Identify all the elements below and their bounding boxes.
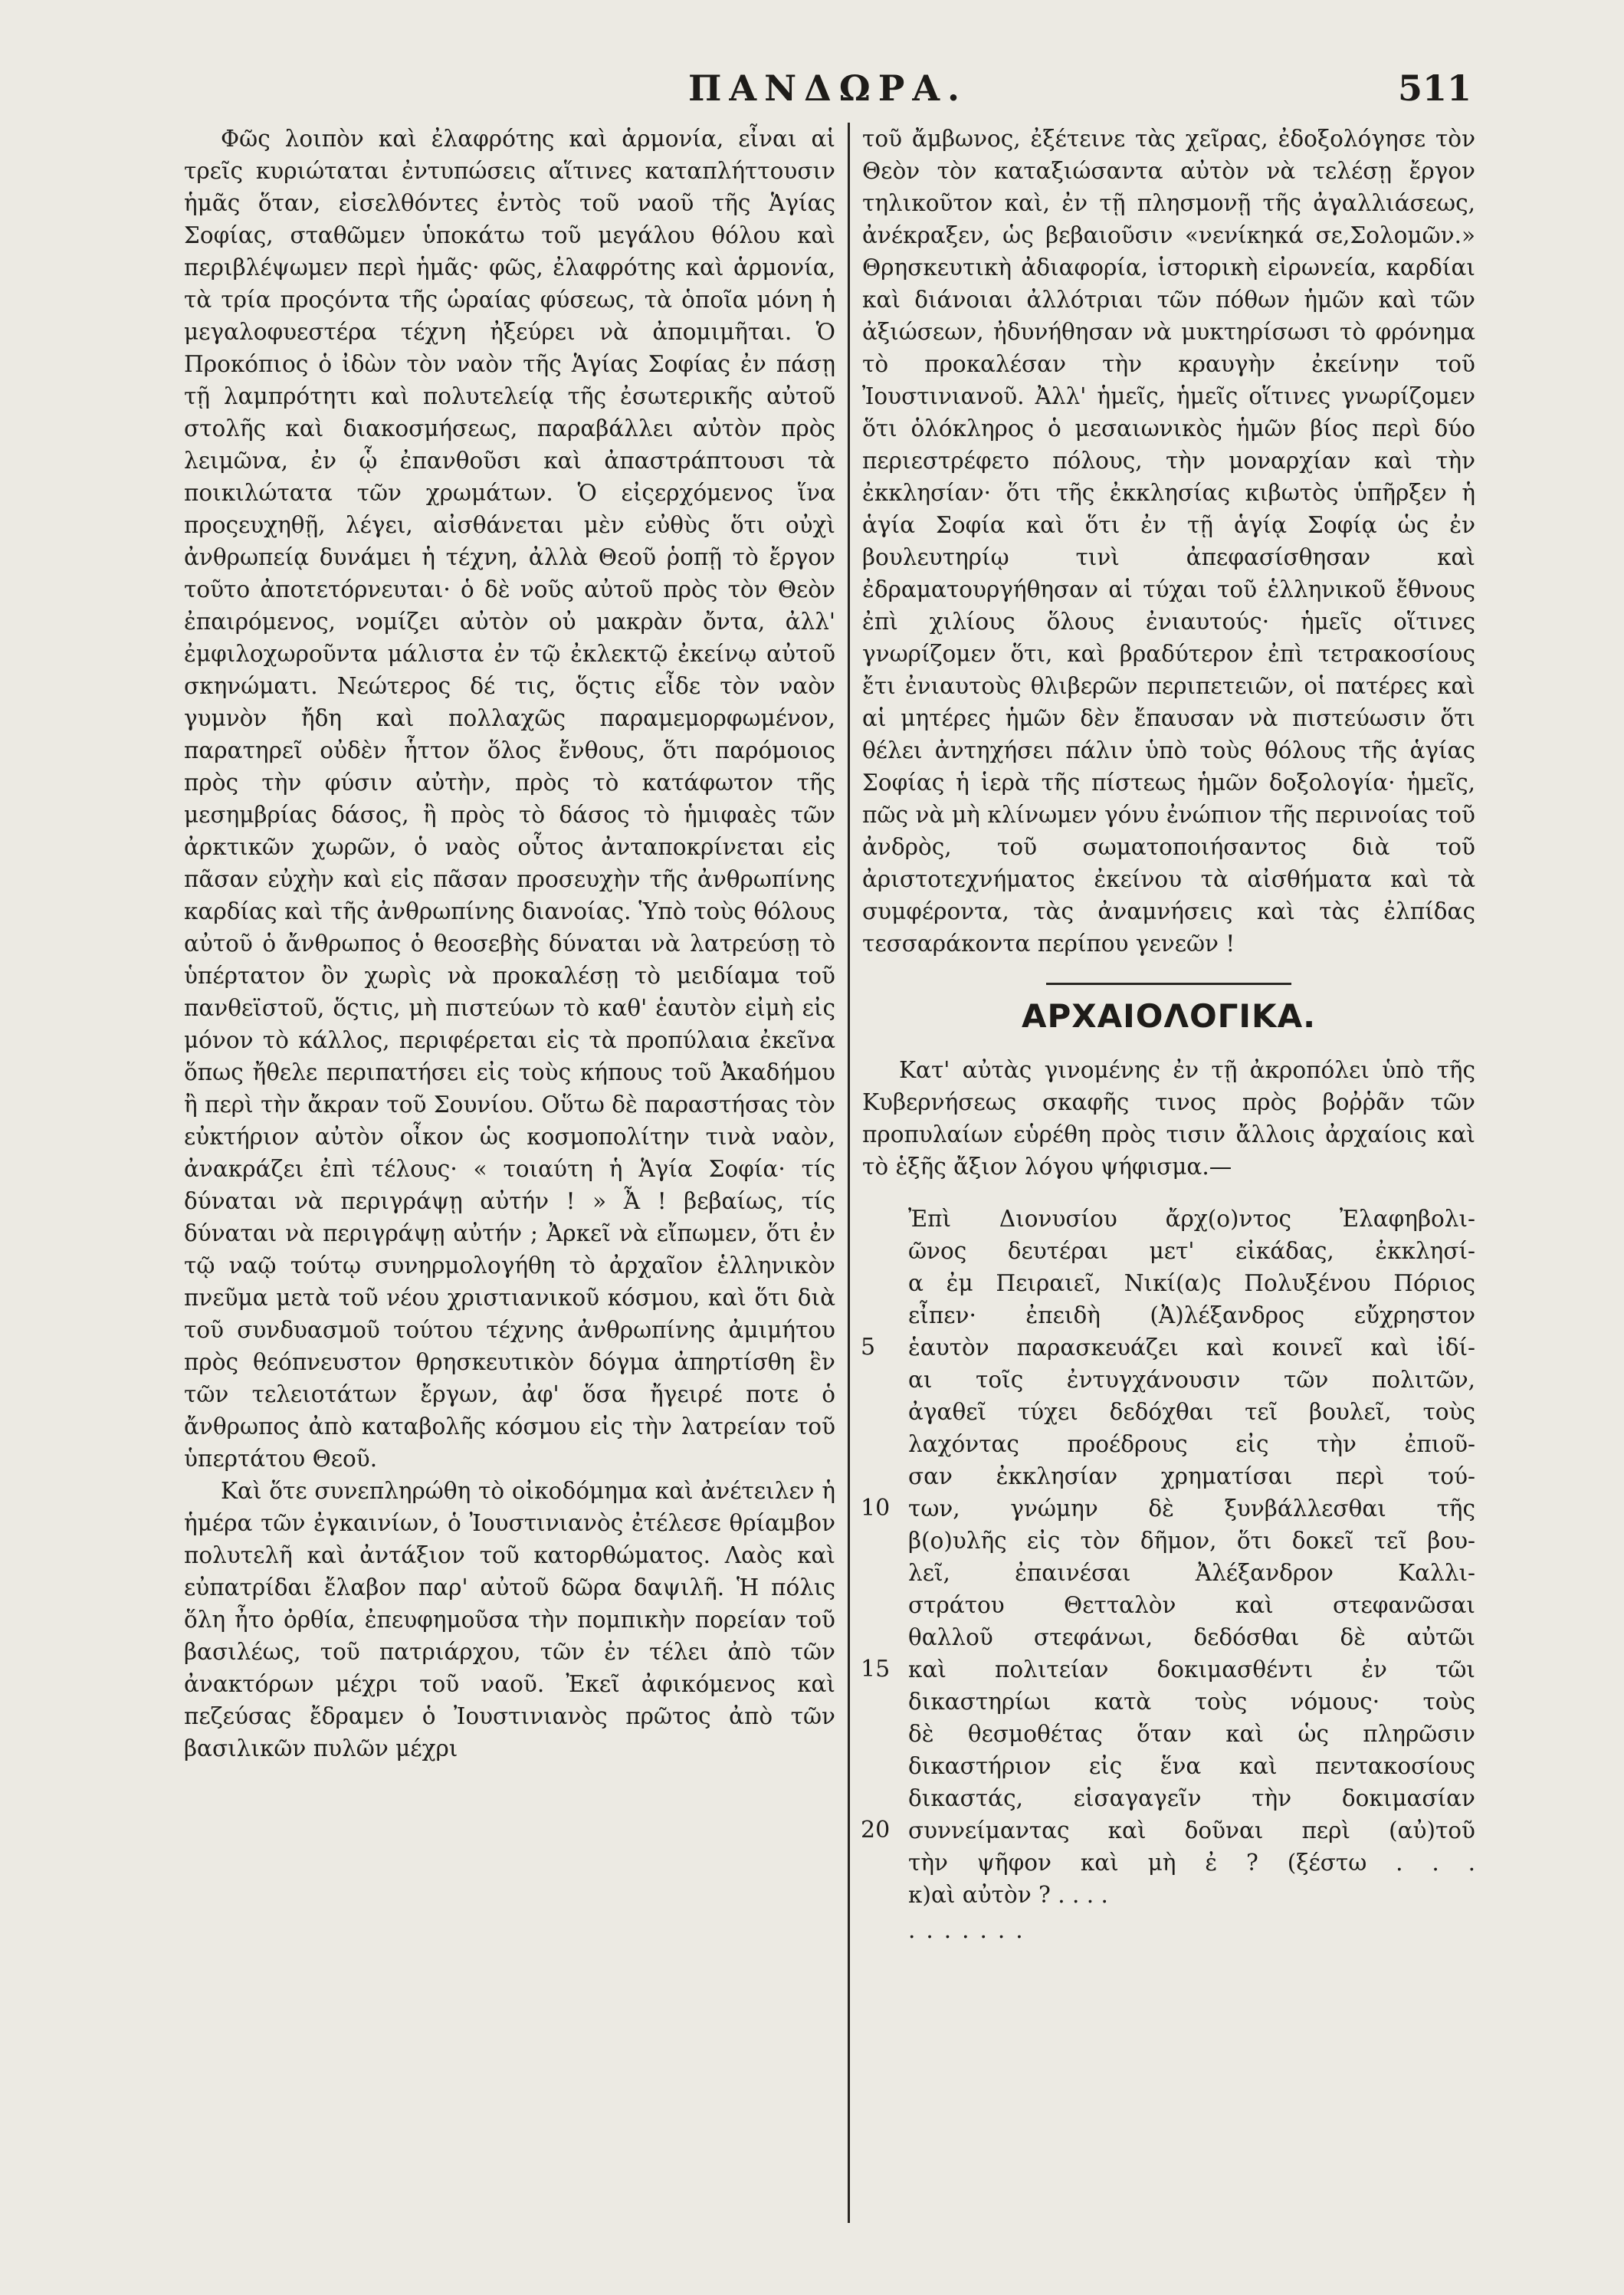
- inscription-line-text: κ)αὶ αὐτὸν ? . . . .: [908, 1882, 1108, 1908]
- inscription-line-text: δικαστηρίωι κατὰ τοὺς νόμους· τοὺς: [908, 1689, 1475, 1715]
- inscription-line: [908, 1847, 1475, 1879]
- inscription-line-text: εἶπεν· ἐπειδὴ (Ἀ)λέξανδρος εὔχρηστον: [908, 1302, 1475, 1328]
- inscription-trailing-dots: .......: [908, 1917, 1034, 1943]
- article-paragraph-continued: τοῦ ἄμβωνος, ἐξέτεινε τὰς χεῖρας, ἐδοξολόγησε τὸν Θεὸν τὸν καταξιώσαντα αὐτὸν νὰ τελέσῃ ἔργον τηλικοῦτον καὶ, ἐν τῇ πλησμονῇ τῆς ἀγαλλιάσεως, ἀνέκραξεν, ὡς βεβαιοῦσιν «νενίκηκά σε,Σολομῶν.» Θρησκευτικὴ ἀδιαφορία, ἱστορικὴ εἰρωνεία, καρδίαι καὶ διάνοιαι ἀλλότριαι τῶν πόθων ἡμῶν καὶ τῶν ἀξιώσεων, ἠδυνήθησαν νὰ μυκτηρίσωσι τὸ φρόνημα τὸ προκαλέσαν τὴν κραυγὴν ἐκείνην τοῦ Ἰουστινιανοῦ. Ἀλλ' ἡμεῖς, ἡμεῖς οἵτινες γνωρίζομεν ὅτι ὁλόκληρος ὁ μεσαιωνικὸς ἡμῶν βίος περὶ δύο περιεστρέφετο πόλους, τὴν μοναρχίαν καὶ τὴν ἐκκλησίαν· ὅτι τῆς ἐκκλησίας κιβωτὸς ὑπῆρξεν ἡ ἁγία Σοφία καὶ ὅτι ἐν τῇ ἁγίᾳ Σοφίᾳ ὡς ἐν βουλευτηρίῳ τινὶ ἀπεφασίσθησαν καὶ ἐδραματουργήθησαν αἱ τύχαι τοῦ ἑλληνικοῦ ἔθνους ἐπὶ χιλίους ὅλους ἐνιαυτούς· ἡμεῖς οἵτινες γνωρίζομεν ὅτι, καὶ βραδύτερον ἐπὶ τετρακοσίους ἔτι ἐνιαυτοὺς θλιβερῶν περιπετειῶν, οἱ πατέρες καὶ αἱ μητέρες ἡμῶν δὲν ἔπαυσαν νὰ πιστεύωσιν ὅτι θέλει ἀντηχήσει πάλιν ὑπὸ τοὺς θόλους τῆς ἁγίας Σοφίας ἡ ἱερὰ τῆς πίστεως ἡμῶν δοξολογία· ἡμεῖς, πῶς νὰ μὴ κλίνωμεν γόνυ ἐνώπιον τῆς περινοίας τοῦ ἀνδρὸς, τοῦ σωματοποιήσαντος διὰ τοῦ ἀριστοτεχνήματος ἐκείνου τὰ αἰσθήματα καὶ τὰ συμφέροντα, τὰς ἀναμνήσεις καὶ τὰς ἐλπίδας τεσσαράκοντα περίπου γενεῶν !: [862, 126, 1475, 957]
- inscription-line: [908, 1525, 1475, 1557]
- line-number: 5: [861, 1334, 876, 1361]
- inscription-line: [861, 1653, 1475, 1686]
- inscription-text: [862, 1203, 1475, 1911]
- inscription-line: [908, 1396, 1475, 1428]
- left-column: [184, 123, 835, 1765]
- inscription-line: [908, 1428, 1475, 1460]
- inscription-line-text: β(ο)υλῆς εἰς τὸν δῆμον, ὅτι δοκεῖ τεῖ βου-: [908, 1528, 1475, 1554]
- inscription-line: [908, 1686, 1475, 1718]
- inscription-line-text: στράτου Θετταλὸν καὶ στεφανῶσαι: [908, 1592, 1475, 1618]
- inscription-line: [908, 1235, 1475, 1267]
- inscription-line-text: καὶ πολιτείαν δοκιμασθέντι ἐν τῶι: [908, 1656, 1475, 1683]
- inscription-line-text: ῶνος δευτέραι μετ' εἰκάδας, ἐκκλησί-: [908, 1238, 1475, 1264]
- line-number: 15: [861, 1656, 891, 1683]
- inscription-line-text: συννείμαντας καὶ δοῦναι περὶ (αὐ)τοῦ: [908, 1817, 1475, 1844]
- inscription-line-text: τὴν ψῆφον καὶ μὴ ἐ ? (ξέστω . . .: [908, 1850, 1475, 1876]
- page-header: [184, 67, 1471, 113]
- right-column: [862, 123, 1475, 1946]
- inscription-line: [908, 1879, 1475, 1911]
- inscription-line-text: ἑαυτὸν παρασκευάζει καὶ κοινεῖ καὶ ἰδί-: [908, 1335, 1475, 1361]
- inscription-line-text: α ἐμ Πειραιεῖ, Νικί(α)ς Πολυξένου Πόριος: [908, 1270, 1475, 1296]
- inscription-line: [908, 1364, 1475, 1396]
- inscription-line-text: σαν ἐκκλησίαν χρηματίσαι περὶ τού-: [908, 1463, 1475, 1489]
- inscription-line-text: θαλλοῦ στεφάνωι, δεδόσθαι δὲ αὐτῶι: [908, 1624, 1475, 1650]
- line-number: 20: [861, 1817, 891, 1844]
- inscription-line: [908, 1782, 1475, 1814]
- inscription-line-text: δικαστήριον εἰς ἕνα καὶ πεντακοσίους: [908, 1753, 1475, 1779]
- section-intro: Κατ' αὐτὰς γινομένης ἐν τῇ ἀκροπόλει ὑπὸ τῆς Κυβερνήσεως σκαφῆς τινος πρὸς βοῤῥᾶν τῶν προπυλαίων εὑρέθη πρὸς τισιν ἄλλοις ἀρχαίοις καὶ τὸ ἑξῆς ἄξιον λόγου ψήφισμα.—: [862, 1057, 1475, 1180]
- inscription-line-text: δικαστάς, εἰσαγαγεῖν τὴν δοκιμασίαν: [908, 1785, 1475, 1811]
- inscription-line-text: Ἐπὶ Διονυσίου ἄρχ(ο)ντος Ἐλαφηβολι-: [908, 1206, 1475, 1232]
- column-divider: [848, 123, 850, 2223]
- inscription-line: [908, 1299, 1475, 1331]
- section-rule: [1046, 983, 1291, 985]
- inscription-line: [861, 1814, 1475, 1847]
- journal-title: ΠΑΝΔΩΡΑ.: [687, 67, 968, 109]
- inscription-line-text: ἀγαθεῖ τύχει δεδόχθαι τεῖ βουλεῖ, τοὺς: [908, 1399, 1475, 1425]
- inscription-line: [908, 1718, 1475, 1750]
- inscription-line: [908, 1460, 1475, 1492]
- inscription-line: [908, 1589, 1475, 1621]
- inscription-line-text: των, γνώμην δὲ ξυνβάλλεσθαι τῆς: [908, 1496, 1475, 1522]
- inscription-line: [861, 1331, 1475, 1364]
- line-number: 10: [861, 1495, 891, 1522]
- inscription-line: [908, 1203, 1475, 1235]
- section-title: ΑΡΧΑΙΟΛΟΓΙΚΑ.: [1021, 997, 1317, 1035]
- inscription-line: [861, 1492, 1475, 1525]
- inscription-line: [908, 1557, 1475, 1589]
- inscription-line: [908, 1750, 1475, 1782]
- inscription-line-text: δὲ θεσμοθέτας ὅταν καὶ ὡς πληρῶσιν: [908, 1721, 1475, 1747]
- article-paragraph-1: Φῶς λοιπὸν καὶ ἐλαφρότης καὶ ἁρμονία, εἶναι αἱ τρεῖς κυριώταται ἐντυπώσεις αἵτινες καταπλήττουσιν ἡμᾶς ὅταν, εἰσελθόντες ἐντὸς τοῦ ναοῦ τῆς Ἁγίας Σοφίας, σταθῶμεν ὑποκάτω τοῦ μεγάλου θόλου καὶ περιβλέψωμεν περὶ ἡμᾶς· φῶς, ἐλαφρότης καὶ ἁρμονία, τὰ τρία προςόντα τῆς ὡραίας φύσεως, τὰ ὁποῖα μόνη ἡ μεγαλοφυεστέρα τέχνη ἠξεύρει νὰ ἀπομιμῆται. Ὁ Προκόπιος ὁ ἰδὼν τὸν ναὸν τῆς Ἁγίας Σοφίας ἐν πάσῃ τῇ λαμπρότητι καὶ πολυτελείᾳ τῆς ἐσωτερικῆς αὐτοῦ στολῆς καὶ διακοσμήσεως, παραβάλλει αὐτὸν πρὸς λειμῶνα, ἐν ᾧ ἐπανθοῦσι καὶ ἀπαστράπτουσι τὰ ποικιλώτατα τῶν χρωμάτων. Ὁ εἰςερχόμενος ἵνα προςευχηθῇ, λέγει, αἰσθάνεται μὲν εὐθὺς ὅτι οὐχὶ ἀνθρωπείᾳ δυνάμει ἡ τέχνη, ἀλλὰ Θεοῦ ῥοπῇ τὸ ἔργον τοῦτο ἀποτετόρνευται· ὁ δὲ νοῦς αὐτοῦ πρὸς τὸν Θεὸν ἐπαιρόμενος, νομίζει αὐτὸν οὐ μακρὰν ὄντα, ἀλλ' ἐμφιλοχωροῦντα μάλιστα ἐν τῷ ἐκλεκτῷ ἐκείνῳ αὐτοῦ σκηνώματι. Νεώτερος δέ τις, ὅςτις εἶδε τὸν ναὸν γυμνὸν ἤδη καὶ πολλαχῶς παραμεμορφωμένον, παρατηρεῖ οὐδὲν ἧττον ὅλος ἔνθους, ὅτι παρόμοιος πρὸς τὴν φύσιν αὐτὴν, πρὸς τὸ κατάφωτον τῆς μεσημβρίας δάσος, ἢ πρὸς τὸ δάσος τὸ ἡμιφαὲς τῶν ἀρκτικῶν χωρῶν, ὁ ναὸς οὗτος ἀνταποκρίνεται εἰς πᾶσαν εὐχὴν καὶ εἰς πᾶσαν προσευχὴν τῆς ἀνθρωπίνης καρδίας καὶ τῆς ἀνθρωπίνης διανοίας. Ὑπὸ τοὺς θόλους αὐτοῦ ὁ ἄνθρωπος ὁ θεοσεβὴς δύναται νὰ λατρεύσῃ τὸ ὑπέρτατον ὂν χωρὶς νὰ προκαλέσῃ τὸ μειδίαμα τοῦ πανθεϊστοῦ, ὅςτις, μὴ πιστεύων τὸ καθ' ἑαυτὸν εἰμὴ εἰς μόνον τὸ κάλλος, περιφέρεται εἰς τὰ προπύλαια ἐκεῖνα ὅπως ἤθελε περιπατήσει εἰς τοὺς κήπους τοῦ Ἀκαδήμου ἢ περὶ τὴν ἄκραν τοῦ Σουνίου. Οὕτω δὲ παραστήσας τὸν εὐκτήριον αὐτὸν οἶκον ὡς κοσμοπολίτην τινὰ ναὸν, ἀνακράζει ἐπὶ τέλους· « τοιαύτη ἡ Ἁγία Σοφία· τίς δύναται νὰ περιγράψῃ αὐτήν ! » Ἆ ! βεβαίως, τίς δύναται νὰ περιγράψῃ αὐτήν ; Ἀρκεῖ νὰ εἴπωμεν, ὅτι ἐν τῷ ναῷ τούτῳ συνηρμολογήθη τὸ ἀρχαῖον ἑλληνικὸν πνεῦμα μετὰ τοῦ νέου χριστιανικοῦ κόσμου, καὶ ὅτι διὰ τοῦ συνδυασμοῦ τούτου τέχνης ἀνθρωπίνης ἀμιμήτου πρὸς θεόπνευστον θρησκευτικὸν δόγμα ἀπηρτίσθη ἓν τῶν τελειοτάτων ἔργων, ἀφ' ὅσα ἤγειρέ ποτε ὁ ἄνθρωπος ἀπὸ καταβολῆς κόσμου εἰς τὴν λατρείαν τοῦ ὑπερτάτου Θεοῦ.: [184, 126, 835, 1472]
- inscription-line-text: λαχόντας προέδρους εἰς τὴν ἐπιοῦ-: [908, 1431, 1475, 1457]
- inscription-line: [908, 1621, 1475, 1653]
- inscription-line-text: λεῖ, ἐπαινέσαι Ἀλέξανδρον Καλλι-: [908, 1560, 1475, 1586]
- article-paragraph-2: Καὶ ὅτε συνεπληρώθη τὸ οἰκοδόμημα καὶ ἀνέτειλεν ἡ ἡμέρα τῶν ἐγκαινίων, ὁ Ἰουστινιανὸς ἐτέλεσε θρίαμβον πολυτελῆ καὶ ἀντάξιον τοῦ κατορθώματος. Λαὸς καὶ εὐπατρίδαι ἔλαβον παρ' αὐτοῦ δῶρα δαψιλῆ. Ἡ πόλις ὅλη ἦτο ὀρθία, ἐπευφημοῦσα τὴν πομπικὴν πορείαν τοῦ βασιλέως, τοῦ πατριάρχου, τῶν ἐν τέλει ἀπὸ τῶν ἀνακτόρων μέχρι τοῦ ναοῦ. Ἐκεῖ ἀφικόμενος καὶ πεζεύσας ἔδραμεν ὁ Ἰουστινιανὸς πρῶτος ἀπὸ τῶν βασιλικῶν πυλῶν μέχρι: [184, 1478, 835, 1761]
- page-number: 511: [1397, 67, 1471, 109]
- inscription-line: [908, 1267, 1475, 1299]
- inscription-line-text: αι τοῖς ἐντυγχάνουσιν τῶν πολιτῶν,: [908, 1367, 1475, 1393]
